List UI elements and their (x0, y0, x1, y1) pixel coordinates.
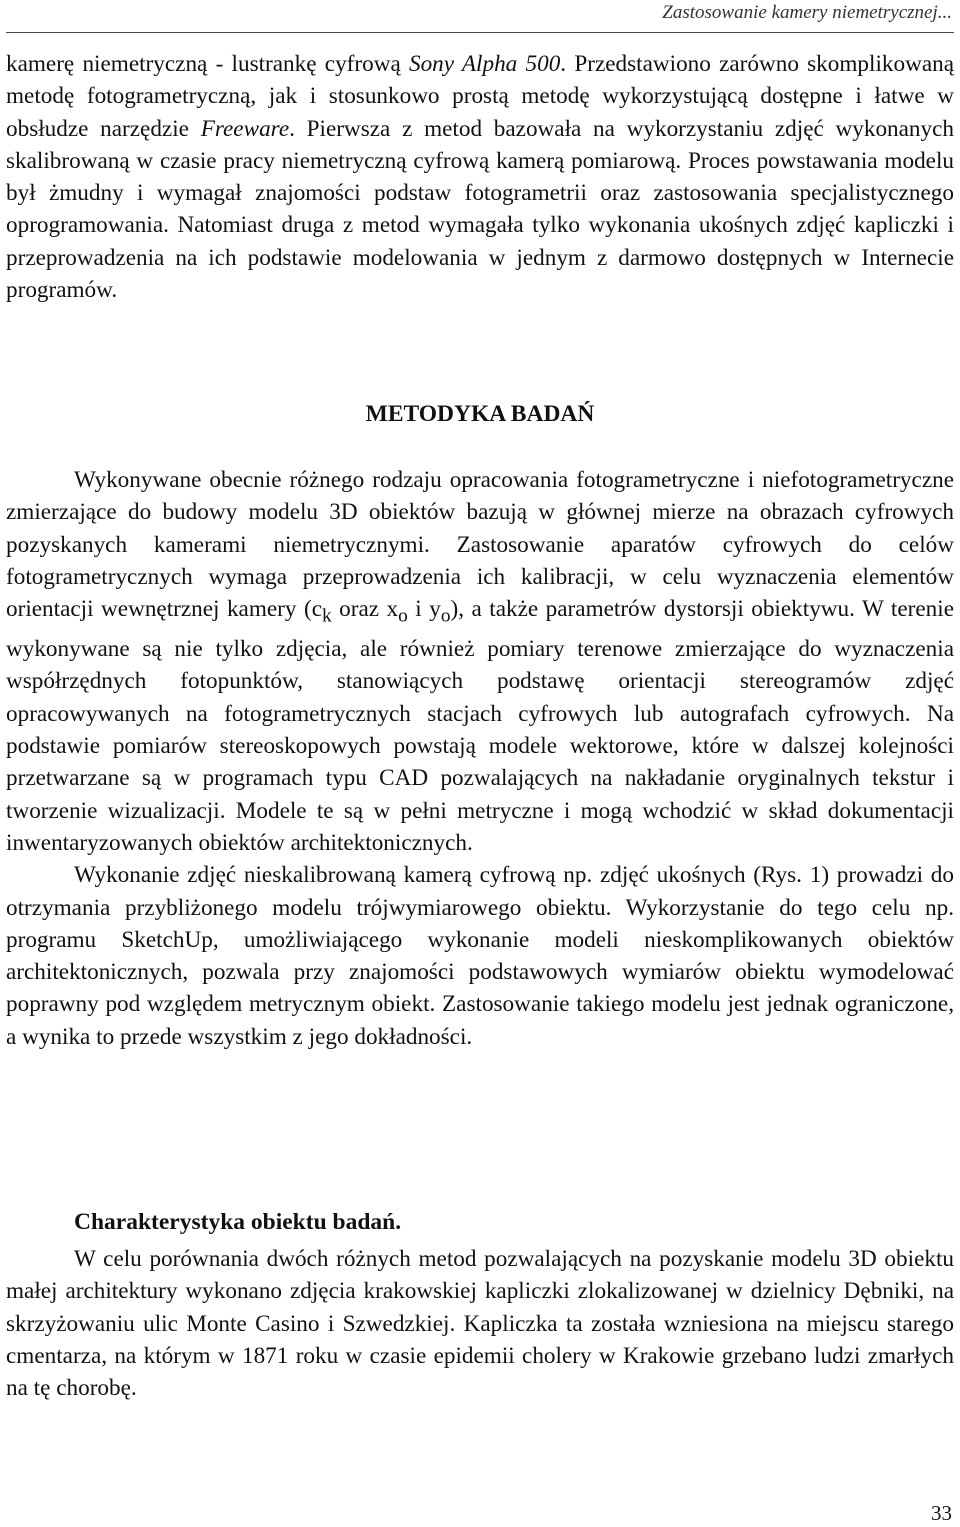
intro-text-c: . Pierwsza z metod bazowała na wykorzystaniu zdjęć wykonanych skalibrowaną w czasie pracy niemetryczną cyfrową kamerą pomiarową. Proces powstawania modelu był żmudny i wymagał znajomości podstaw fotogrametrii oraz zastosowania specjalistycznego oprogramowania. Natomiast druga z metod wymagała tylko wykonania ukośnych zdjęć kapliczki i przeprowadzenia na ich podstawie modelowania w jednym z darmowo dostępnych w Internecie programów. (6, 115, 954, 304)
header-rule (6, 32, 954, 33)
object-body (6, 1243, 954, 1404)
methodology-text-a: Wykonywane obecnie różnego rodzaju opracowania fotogrametryczne i niefotogrametryczne zmierzające do budowy modelu 3D obiektów bazują w głównej mierze na obrazach cyfrowych pozyskanych kamerami niemetrycznymi. Zastosowanie aparatów cyfrowych do celów fotogrametrycznych wymaga przeprowadzenia ich kalibracji, w celu wyznaczenia elementów orientacji wewnętrznej kamery (c (6, 467, 954, 623)
methodology-text-d: ), a także parametrów dystorsji obiektywu. W terenie wykonywane są nie tylko zdjęcia, ale również pomiary terenowe zmierzające do wyznaczenia współrzędnych fotopunktów, stanowiących podstawę orientacji stereogramów zdjęć opracowywanych na fotogrametrycznych stacjach cyfrowych lub autografach cyfrowych. Na podstawie pomiarów stereoskopowych powstają modele wektorowe, które w dalszej kolejności przetwarzane są w programach typu CAD pozwalających na nakładanie oryginalnych tekstur i tworzenie wizualizacji. Modele te są w pełni metryczne i mogą wchodzić w skład dokumentacji inwentaryzowanych obiektów architektonicznych. (6, 596, 955, 856)
camera-model: Sony Alpha 500 (408, 51, 561, 77)
methodology-text-c: i y (407, 596, 441, 623)
methodology-paragraph-1 (6, 464, 954, 859)
methodology-text-b: oraz x (331, 596, 399, 623)
subscript-k: k (322, 605, 332, 627)
subscript-o-y: o (440, 605, 451, 627)
methodology-body (6, 464, 954, 1053)
running-header: Zastosowanie kamery niemetrycznej... (662, 2, 952, 23)
intro-text-b: . Przedstawiono zarówno skomplikowaną metodę fotogrametryczną, jak i stosunkowo prostą metodę wykorzystującą dostępne i łatwe w obsłudze narzędzie (6, 51, 954, 142)
intro-text-a: kamerę niemetryczną - lustrankę cyfrową (6, 51, 409, 77)
intro-paragraph (6, 48, 954, 306)
methodology-paragraph-2: Wykonanie zdjęć nieskalibrowaną kamerą cyfrową np. zdjęć ukośnych (Rys. 1) prowadzi do otrzymania przybliżonego modelu trójwymiarowego obiektu. Wykorzystanie do tego celu np. programu SketchUp, umożliwiającego wykonanie modeli nieskomplikowanych obiektów architektonicznych, pozwala przy znajomości podstawowych wymiarów obiektu wymodelować poprawny pod względem metrycznym obiekt. Zastosowanie takiego modelu jest jednak ograniczone, a wynika to przede wszystkim z jego dokładności. (6, 862, 954, 1050)
object-paragraph-1: W celu porównania dwóch różnych metod pozwalających na pozyskanie modelu 3D obiektu małej architektury wykonano zdjęcia krakowskiej kapliczki zlokalizowanej w dzielnicy Dębniki, na skrzyżowaniu ulic Monte Casino i Szwedzkiej. Kapliczka ta została wzniesiona na miejscu starego cmentarza, na którym w 1871 roku w czasie epidemii cholery w Krakowie grzebano ludzi zmarłych na tę chorobę. (6, 1246, 954, 1402)
section-heading-object: Charakterystyka obiektu badań. (74, 1209, 402, 1235)
subscript-o-x: o (398, 605, 408, 627)
freeware-term: Freeware (200, 115, 290, 142)
section-heading-methodology: METODYKA BADAŃ (365, 401, 595, 427)
page-number: 33 (931, 1501, 952, 1525)
